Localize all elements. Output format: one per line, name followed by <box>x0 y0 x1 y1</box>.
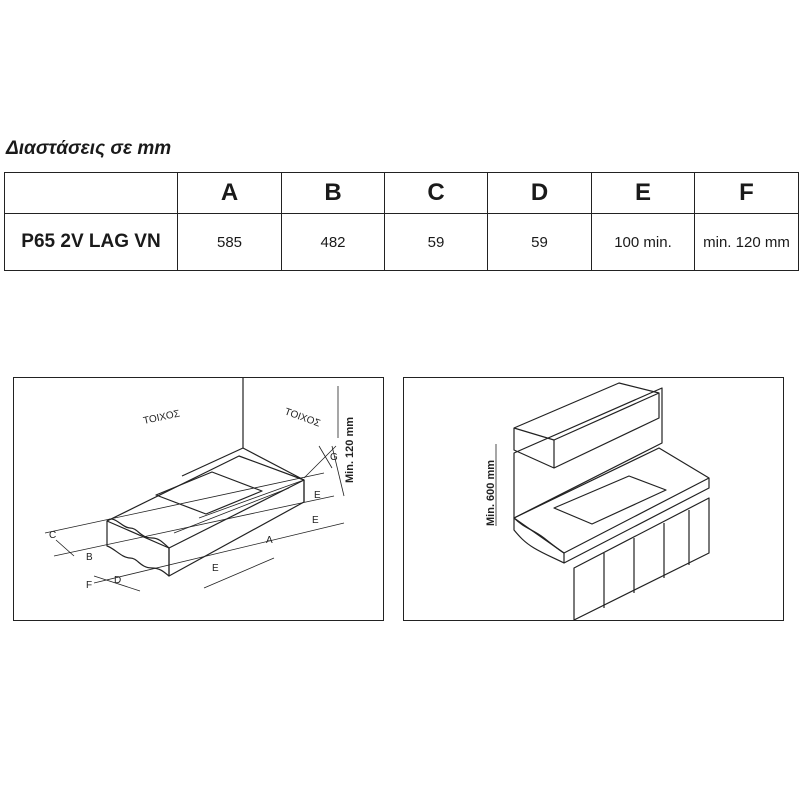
min-height-label: Min. 120 mm <box>344 416 356 483</box>
wall-base-right <box>243 448 304 480</box>
wall-tiles <box>514 388 662 518</box>
value-b-cell: 482 <box>282 214 385 271</box>
dimension-label-b: B <box>86 552 93 563</box>
value-e-cell: 100 min. <box>592 214 695 271</box>
header-e: E <box>592 173 695 214</box>
dimension-line-bottom <box>54 496 334 556</box>
header-c: C <box>385 173 488 214</box>
wall-label-left: ΤΟΙΧΟΣ <box>142 408 181 427</box>
header-b: B <box>282 173 385 214</box>
table-header-row <box>5 173 799 214</box>
header-d: D <box>488 173 592 214</box>
countertop-front-edge <box>169 480 304 576</box>
installation-diagram-svg <box>14 378 383 620</box>
dimension-label-g: G <box>330 452 338 463</box>
dimension-label-e2: E <box>312 515 319 526</box>
dimension-label-c: C <box>49 530 57 541</box>
header-f: F <box>695 173 799 214</box>
dimension-label-d: D <box>114 575 122 586</box>
dimension-line-top <box>45 473 324 533</box>
value-a-cell: 585 <box>178 214 282 271</box>
dimension-label-e1: E <box>212 563 219 574</box>
header-a: A <box>178 173 282 214</box>
hob <box>554 476 666 524</box>
value-d-cell: 59 <box>488 214 592 271</box>
dimension-label-e3: E <box>314 490 321 501</box>
installation-perspective-svg <box>404 378 783 620</box>
dimensions-table <box>4 172 799 271</box>
countertop-surface <box>107 456 304 548</box>
dimensions-heading: Διαστάσεις σε mm <box>6 138 172 159</box>
dimension-label-f: F <box>86 580 93 591</box>
wall-label-right: ΤΟΙΧΟΣ <box>282 406 322 430</box>
hob-cutout <box>156 472 262 514</box>
installation-diagram-top-view <box>13 377 384 621</box>
dimension-label-a: A <box>266 535 273 546</box>
table-row <box>5 214 799 271</box>
header-corner-cell <box>5 173 178 214</box>
value-f-cell: min. 120 mm <box>695 214 799 271</box>
value-c-cell: 59 <box>385 214 488 271</box>
model-name-cell: P65 2V LAG VN <box>5 214 178 271</box>
installation-diagram-perspective <box>403 377 784 621</box>
min-height-label: Min. 600 mm <box>485 459 497 526</box>
countertop-cut-edge <box>514 518 564 563</box>
